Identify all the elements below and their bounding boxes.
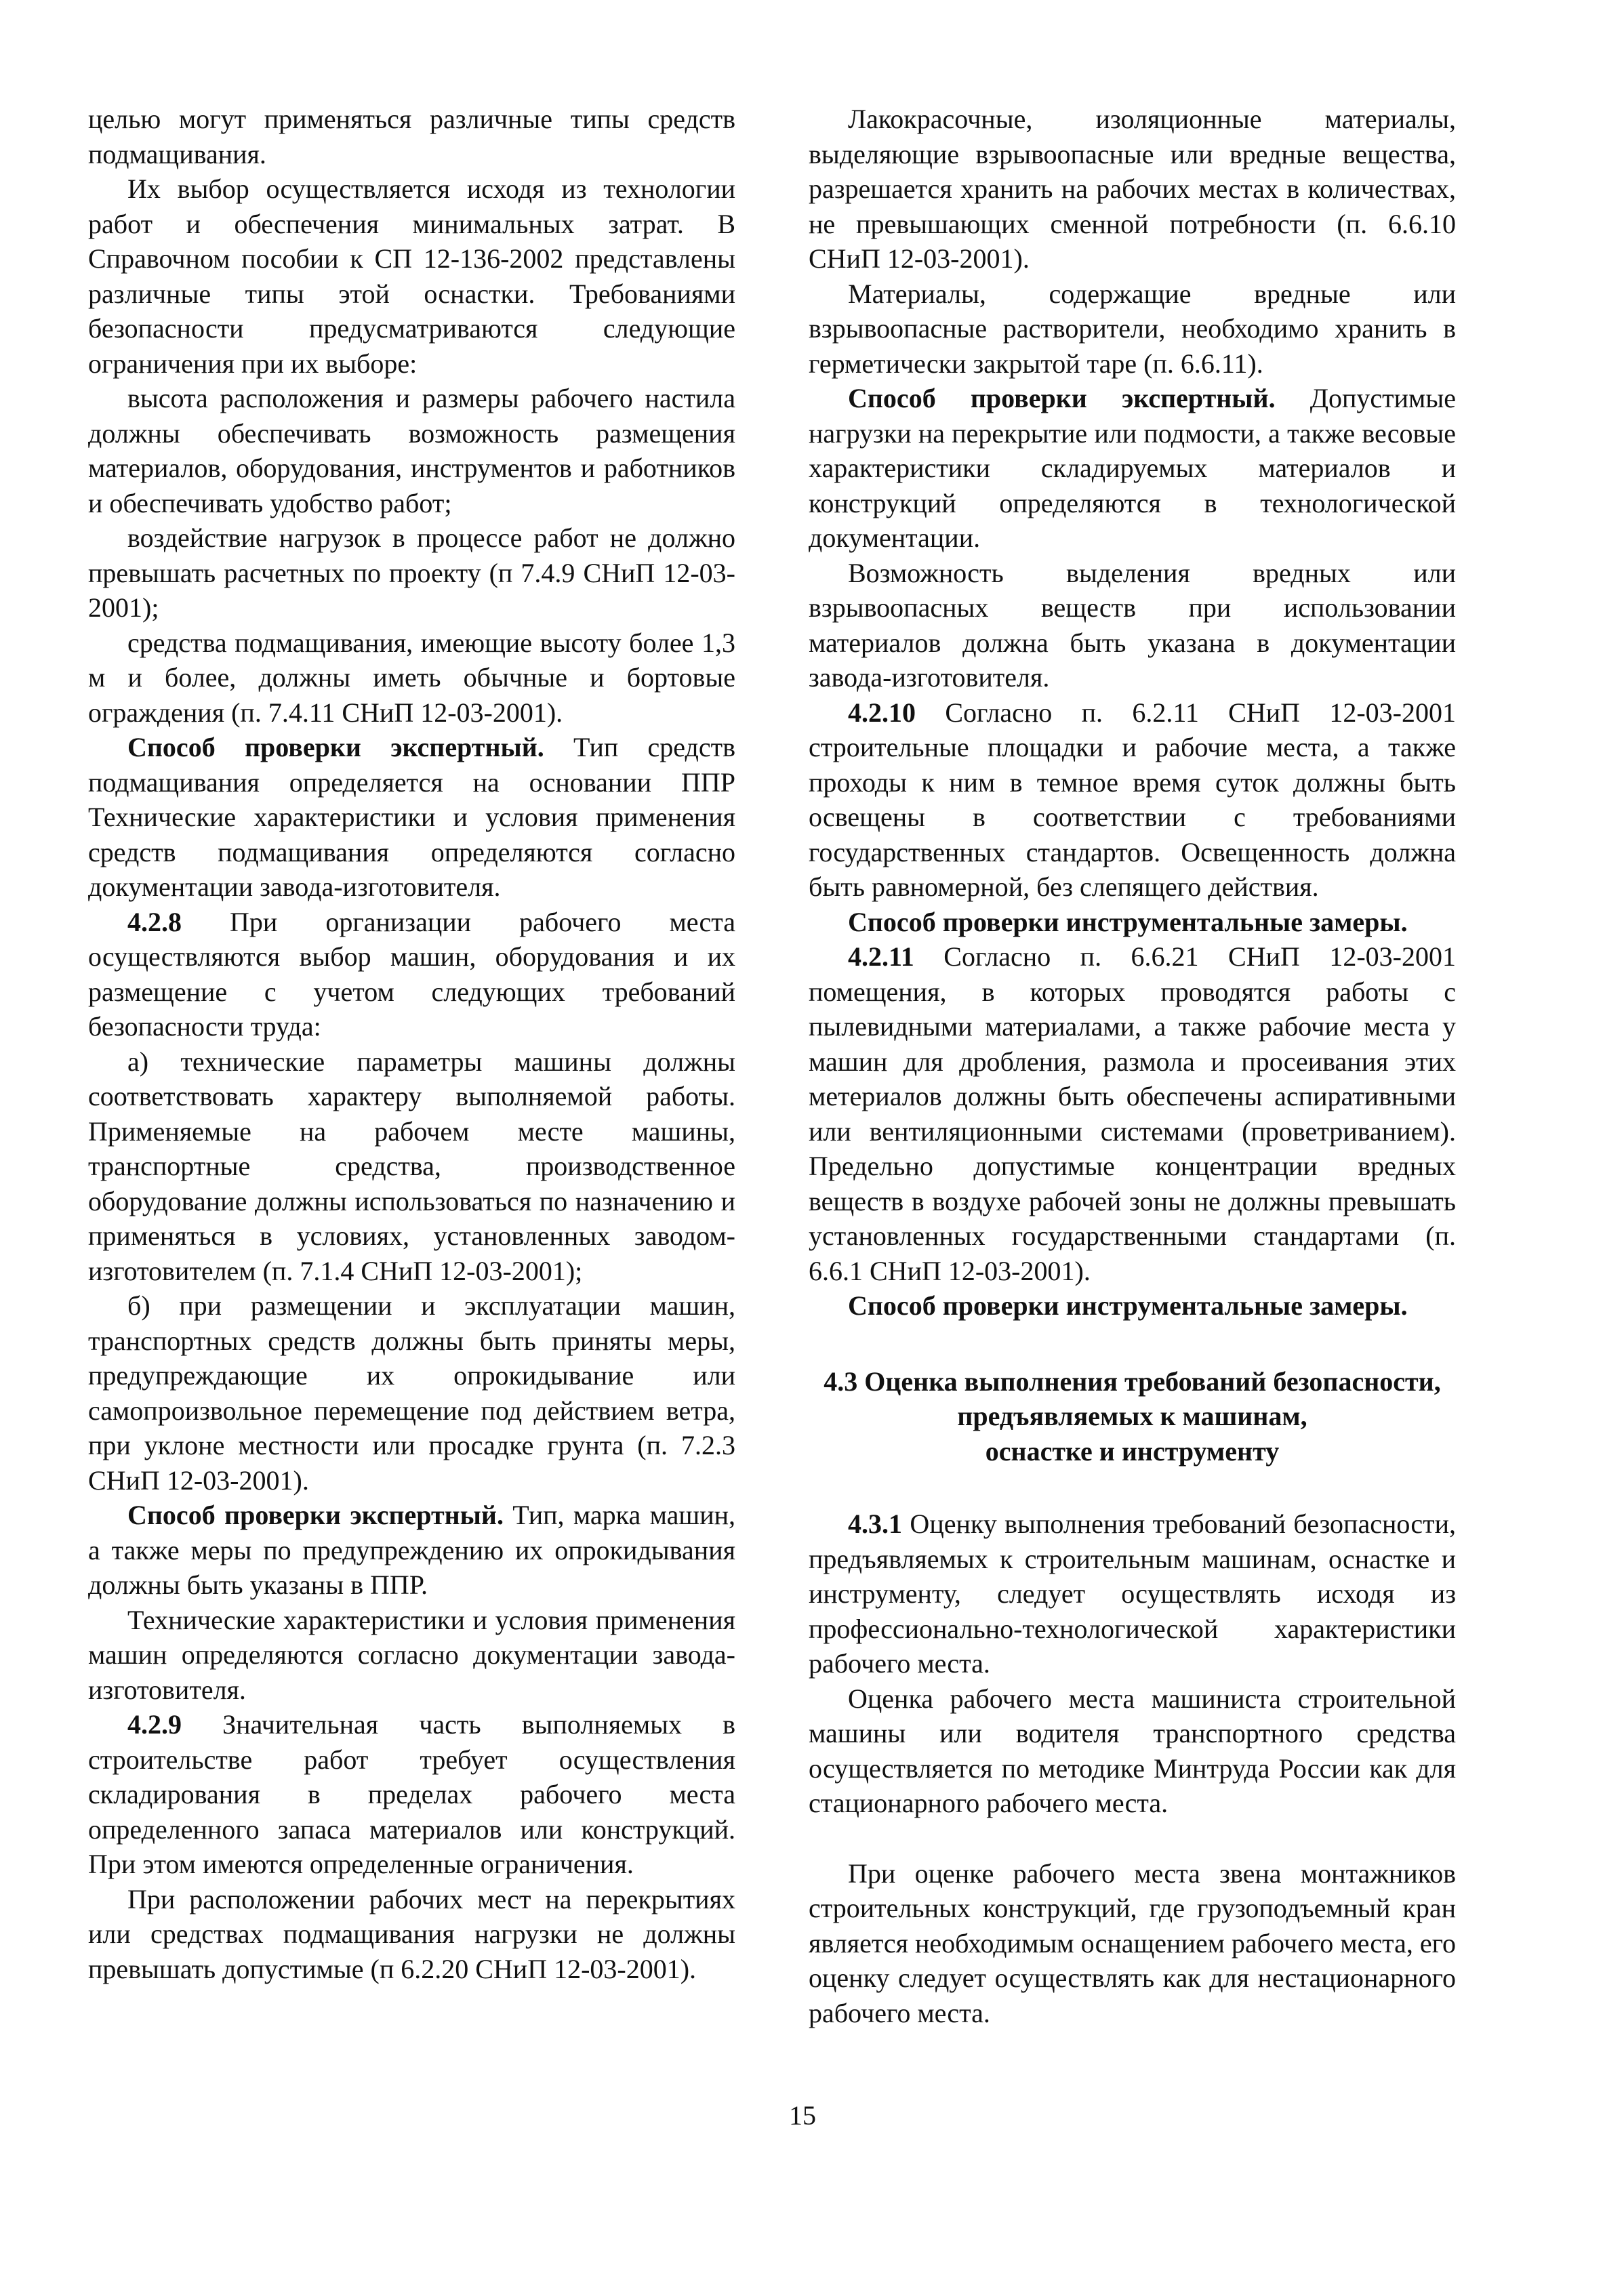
paragraph: Материалы, содержащие вредные или взрывоопасные растворители, необходимо хранить в герметически закрытой таре (п. 6.6.11).: [809, 278, 1456, 379]
paragraph: При расположении рабочих мест на перекрытиях или средствах подмащивания нагрузки не должны превышать допустимые (п 6.2.20 СНиП 12-03-2001).: [88, 1883, 735, 1984]
clause-number: 4.2.10: [848, 697, 916, 728]
list-item: средства подмащивания, имеющие высоту более 1,3 м и более, должны иметь обычные и бортовые ограждения (п. 7.4.11 СНиП 12-03-2001).: [88, 627, 735, 728]
list-item: высота расположения и размеры рабочего настила должны обеспечивать возможность размещения материалов, оборудования, инструментов и работников и обеспечивать удобство работ;: [88, 383, 735, 518]
paragraph-text: Согласно п. 6.2.11 СНиП 12-03-2001 строительные площадки и рабочие места, а также проходы к ним в темное время суток должны быть освещены в соответствии с требованиями государственных стандартов. Освещенность должна быть равномерной, без слепящего действия.: [809, 697, 1456, 902]
list-item: а) технические параметры машины должны соответствовать характеру выполняемой работы. Применяемые на рабочем месте машины, транспортные средства, производственное оборудование должны использоваться по назначению и применяться в условиях, установленных заводом-изготовителем (п. 7.1.4 СНиП 12-03-2001);: [88, 1046, 735, 1286]
paragraph: [809, 695, 1456, 905]
inspection-method-label: Способ проверки инструментальные замеры.: [848, 906, 1408, 937]
left-column: [88, 102, 735, 1986]
paragraph: [88, 730, 735, 905]
inspection-method-label: Способ проверки экспертный.: [127, 1500, 504, 1530]
paragraph: Их выбор осуществляется исходя из технологии работ и обеспечения минимальных затрат. В Справочном пособии к СП 12-136-2002 представлены различные типы этой оснастки. Требованиями безопасности предусматриваются следующие ограничения при их выборе:: [88, 173, 735, 379]
paragraph-text: Оценку выполнения требований безопасности, предъявляемых к строительным машинам, оснастке и инструменту, следует осуществлять исходя из профессионально-технологической характеристики рабочего места.: [809, 1509, 1456, 1679]
list-item: воздействие нагрузок в процессе работ не должно превышать расчетных по проекту (п 7.4.9 СНиП 12-03-2001);: [88, 522, 735, 623]
inspection-method-label: Способ проверки экспертный.: [127, 732, 544, 762]
paragraph: При оценке рабочего места звена монтажников строительных конструкций, где грузоподъемный кран является необходимым оснащением рабочего места, его оценку следует осуществлять как для нестационарного рабочего места.: [809, 1858, 1456, 2028]
clause-number: 4.2.11: [848, 941, 914, 972]
paragraph-text: Тип средств подмащивания определяется на основании ППР Технические характеристики и условия применения средств подмащивания определяются согласно документации завода-изготовителя.: [88, 732, 735, 902]
paragraph: Возможность выделения вредных или взрывоопасных веществ при использовании материалов должна быть указана в документации завода-изготовителя.: [809, 557, 1456, 693]
clause-number: 4.3.1: [848, 1509, 902, 1539]
clause-number: 4.2.8: [127, 906, 182, 937]
inspection-method-label: Способ проверки экспертный.: [848, 383, 1276, 413]
page-number: 15: [789, 2100, 816, 2131]
paragraph-text: Тип, марка машин, а также меры по предупреждению их опрокидывания должны быть указаны в ППР.: [88, 1500, 736, 1600]
paragraph: [809, 1506, 1456, 1681]
section-heading-line: 4.3 Оценка выполнения требований безопасности,: [824, 1366, 1441, 1397]
paragraph-text: Допустимые нагрузки на перекрытие или подмости, а также весовые характеристики складируемых материалов и конструкций определяются в технологической документации.: [809, 383, 1457, 553]
section-heading-line: предъявляемых к машинам,: [957, 1401, 1307, 1431]
paragraph: целью могут применяться различные типы средств подмащивания.: [88, 104, 735, 169]
paragraph: [809, 939, 1456, 1288]
inspection-method-label: Способ проверки инструментальные замеры.: [848, 1290, 1408, 1321]
paragraph: [88, 1707, 735, 1882]
paragraph-text: Согласно п. 6.6.21 СНиП 12-03-2001 помещения, в которых проводятся работы с пылевидными материалами, а также рабочие места у машин для дробления, размола и просеивания этих метериалов должны быть обеспечены аспиративными или вентиляционными системами (проветриванием). Предельно допустимые концентрации вредных веществ в воздухе рабочей зоны не должны превышать установленных государственными стандартами (п. 6.6.1 СНиП 12-03-2001).: [809, 941, 1456, 1286]
paragraph: [809, 1288, 1456, 1324]
paragraph: Технические характеристики и условия применения машин определяются согласно документации завода-изготовителя.: [88, 1604, 735, 1705]
paragraph-text: Значительная часть выполняемых в строительстве работ требует осуществления складирования в пределах рабочего места определенного запаса материалов или конструкций. При этом имеются определенные ограничения.: [88, 1709, 735, 1879]
paragraph: [88, 905, 735, 1044]
paragraph: [809, 905, 1456, 940]
paragraph: Оценка рабочего места машиниста строительной машины или водителя транспортного средства осуществляется по методике Минтруда России как для стационарного рабочего места.: [809, 1683, 1456, 1818]
paragraph: [88, 1498, 735, 1603]
right-column: [809, 102, 1456, 2030]
section-heading-line: оснастке и инструменту: [985, 1435, 1280, 1467]
paragraph-text: При организации рабочего места осуществляются выбор машин, оборудования и их размещение с учетом следующих требований безопасности труда:: [88, 906, 735, 1042]
list-item: б) при размещении и эксплуатации машин, транспортных средств должны быть приняты меры, предупреждающие их опрокидывание или самопроизвольное перемещение под действием ветра, при уклоне местности или просадке грунта (п. 7.2.3 СНиП 12-03-2001).: [88, 1290, 735, 1496]
paragraph: [809, 381, 1456, 556]
paragraph: Лакокрасочные, изоляционные материалы, выделяющие взрывоопасные или вредные вещества, разрешается хранить на рабочих местах в количествах, не превышающих сменной потребности (п. 6.6.10 СНиП 12-03-2001).: [809, 104, 1456, 274]
clause-number: 4.2.9: [127, 1709, 182, 1740]
section-heading: [809, 1364, 1456, 1469]
